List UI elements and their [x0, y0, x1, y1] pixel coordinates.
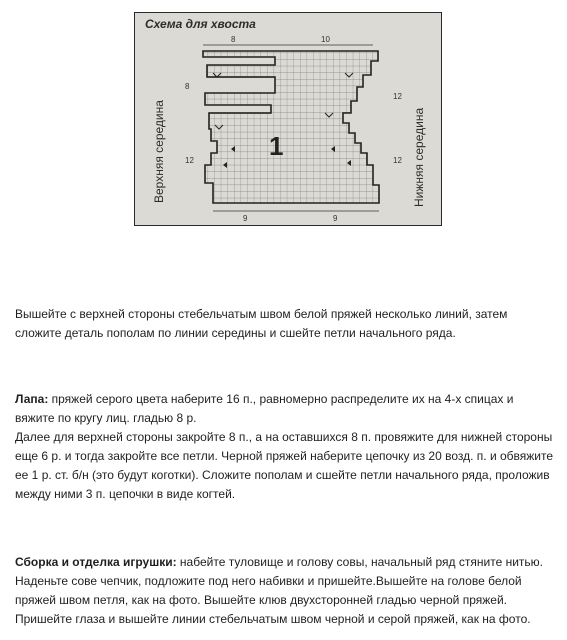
- tail-schema-figure: [134, 12, 442, 226]
- paw-line-2: Далее для верхней стороны закройте 8 п., а на оставшихся 8 п. провяжите для нижней стороны еще 6 р. и тогда закройте все петли. Черной пряжей наберите цепочку из 20 возд. п. и обвяжите ее 1 р. ст. б/н (это будут коготки). Сложите пополам и сшейте петли начального ряда, проложив между ними 3 п. цепочки в виде когтей.: [15, 430, 554, 501]
- dim-bottom-right: 9: [333, 214, 338, 223]
- dim-left-b: 12: [185, 156, 194, 165]
- dim-right-b: 12: [393, 156, 402, 165]
- dim-right-a: 12: [393, 92, 402, 101]
- dim-top-left: 8: [231, 35, 236, 44]
- schema-title: Схема для хвоста: [145, 17, 256, 31]
- paragraph-assembly: [15, 553, 555, 629]
- paragraph-embroidery: [15, 305, 555, 343]
- dim-left-a: 8: [185, 82, 190, 91]
- assembly-line: [15, 553, 555, 629]
- paw-label: Лапа:: [15, 392, 49, 406]
- assembly-text: набейте туловище и голову совы, начальный ряд стяните нитью. Наденьте сове чепчик, подложите под него набивки и пришейте.Вышейте на голове белой пряжей швом петля, как на фото. Вышейте клюв двухсторонней гладью черной пряжей. Пришейте глаза и вышейте линии стебельчатым швом черной и серой пряжей, как на фото.: [15, 555, 543, 626]
- dim-top-right: 10: [321, 35, 330, 44]
- paragraph-text: Вышейте с верхней стороны стебельчатым швом белой пряжей несколько линий, затем сложите деталь пополам по линии середины и сшейте петли начального ряда.: [15, 307, 508, 340]
- paragraph-paw: [15, 390, 555, 504]
- paw-text: пряжей серого цвета наберите 16 п., равномерно распределите их на 4-х спицах и вяжите по кругу лиц. гладью 8 р.: [15, 392, 514, 425]
- paw-line-1: [15, 390, 555, 428]
- piece-number: 1: [269, 131, 284, 161]
- label-upper-middle: Верхняя середина: [152, 100, 166, 203]
- label-lower-middle: Нижняя середина: [412, 107, 426, 207]
- dim-bottom-left: 9: [243, 214, 248, 223]
- assembly-label: Сборка и отделка игрушки:: [15, 555, 177, 569]
